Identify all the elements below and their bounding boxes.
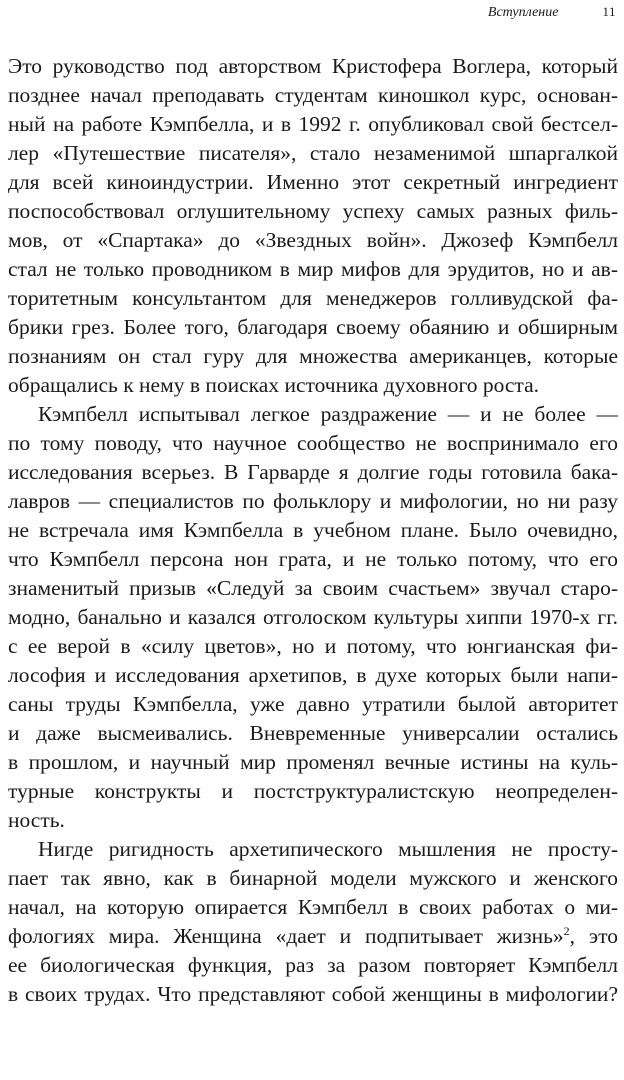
page-number: 11 bbox=[602, 4, 616, 19]
text-line: позднее начал преподавать студентам киношкол курс, основан- bbox=[8, 83, 618, 107]
text-line: пает так явно, как в бинарной модели мужского и женского bbox=[8, 866, 618, 890]
text-line: с ее верой в «силу цветов», но и потому, что юнгианская фи- bbox=[8, 634, 618, 658]
text-line-with-footnote bbox=[8, 922, 618, 951]
footnote-reference[interactable]: 2 bbox=[563, 923, 570, 938]
body-text bbox=[8, 52, 618, 1009]
text-line: исследования всерьез. В Гарварде я долгие годы готовила бака- bbox=[8, 460, 618, 484]
text-line: лософия и исследования архетипов, в духе которых были напи- bbox=[8, 663, 618, 687]
text-line: ее биологическая функция, раз за разом повторяет Кэмпбелл bbox=[8, 953, 618, 977]
text-line: начал, на которую опирается Кэмпбелл в своих работах о ми- bbox=[8, 895, 618, 919]
text-line: познаниям он стал гуру для множества американцев, которые bbox=[8, 344, 618, 368]
text-line: Нигде ригидность архетипического мышления не просту- bbox=[38, 837, 618, 861]
text-line: мов, от «Спартака» до «Звездных войн». Джозеф Кэмпбелл bbox=[8, 228, 618, 252]
text-line: что Кэмпбелл персона нон грата, и не только потому, что его bbox=[8, 547, 618, 571]
text-fragment: , это bbox=[569, 924, 618, 948]
text-line: стал не только проводником в мир мифов для эрудитов, но и ав- bbox=[8, 257, 618, 281]
text-line: брики грез. Более того, благодаря своему обаянию и обширным bbox=[8, 315, 618, 339]
text-line: в своих трудах. Что представляют собой женщины в мифологии? bbox=[8, 982, 618, 1006]
text-line: ный на работе Кэмпбелла, и в 1992 г. опубликовал свой бестсел- bbox=[8, 112, 618, 136]
text-line: торитетным консультантом для менеджеров голливудской фа- bbox=[8, 286, 618, 310]
text-line: саны труды Кэмпбелла, уже давно утратили былой авторитет bbox=[8, 692, 618, 716]
text-line: поспособствовал оглушительному успеху самых разных филь- bbox=[8, 199, 618, 223]
text-line: и даже высмеивались. Вневременные универсалии остались bbox=[8, 721, 618, 745]
text-line: по тому поводу, что научное сообщество не воспринимало его bbox=[8, 431, 618, 455]
text-fragment: фологиях мира. Женщина «дает и подпитывает жизнь» bbox=[8, 924, 564, 948]
text-line: обращались к нему в поисках источника духовного роста. bbox=[8, 373, 540, 397]
text-line: в прошлом, и научный мир променял вечные истины на куль- bbox=[8, 750, 618, 774]
text-line: модно, банально и казался отголоском культуры хиппи 1970-х гг. bbox=[8, 605, 618, 629]
text-line: лер «Путешествие писателя», стало незаменимой шпаргалкой bbox=[8, 141, 618, 165]
text-line: лавров — специалистов по фольклору и мифологии, но ни разу bbox=[8, 489, 618, 513]
running-head bbox=[488, 4, 616, 21]
text-line: не встречала имя Кэмпбелла в учебном плане. Было очевидно, bbox=[8, 518, 618, 542]
text-line: для всей киноиндустрии. Именно этот секретный ингредиент bbox=[8, 170, 618, 194]
text-line: Это руководство под авторством Кристофера Воглера, который bbox=[8, 54, 618, 78]
section-title: Вступление bbox=[487, 5, 559, 20]
text-line: ность. bbox=[8, 808, 65, 832]
text-line: Кэмпбелл испытывал легкое раздражение — и не более — bbox=[38, 402, 618, 426]
text-line: знаменитый призыв «Следуй за своим счастьем» звучал старо- bbox=[8, 576, 618, 600]
text-line: турные конструкты и постструктуралистскую неопределен- bbox=[8, 779, 618, 803]
